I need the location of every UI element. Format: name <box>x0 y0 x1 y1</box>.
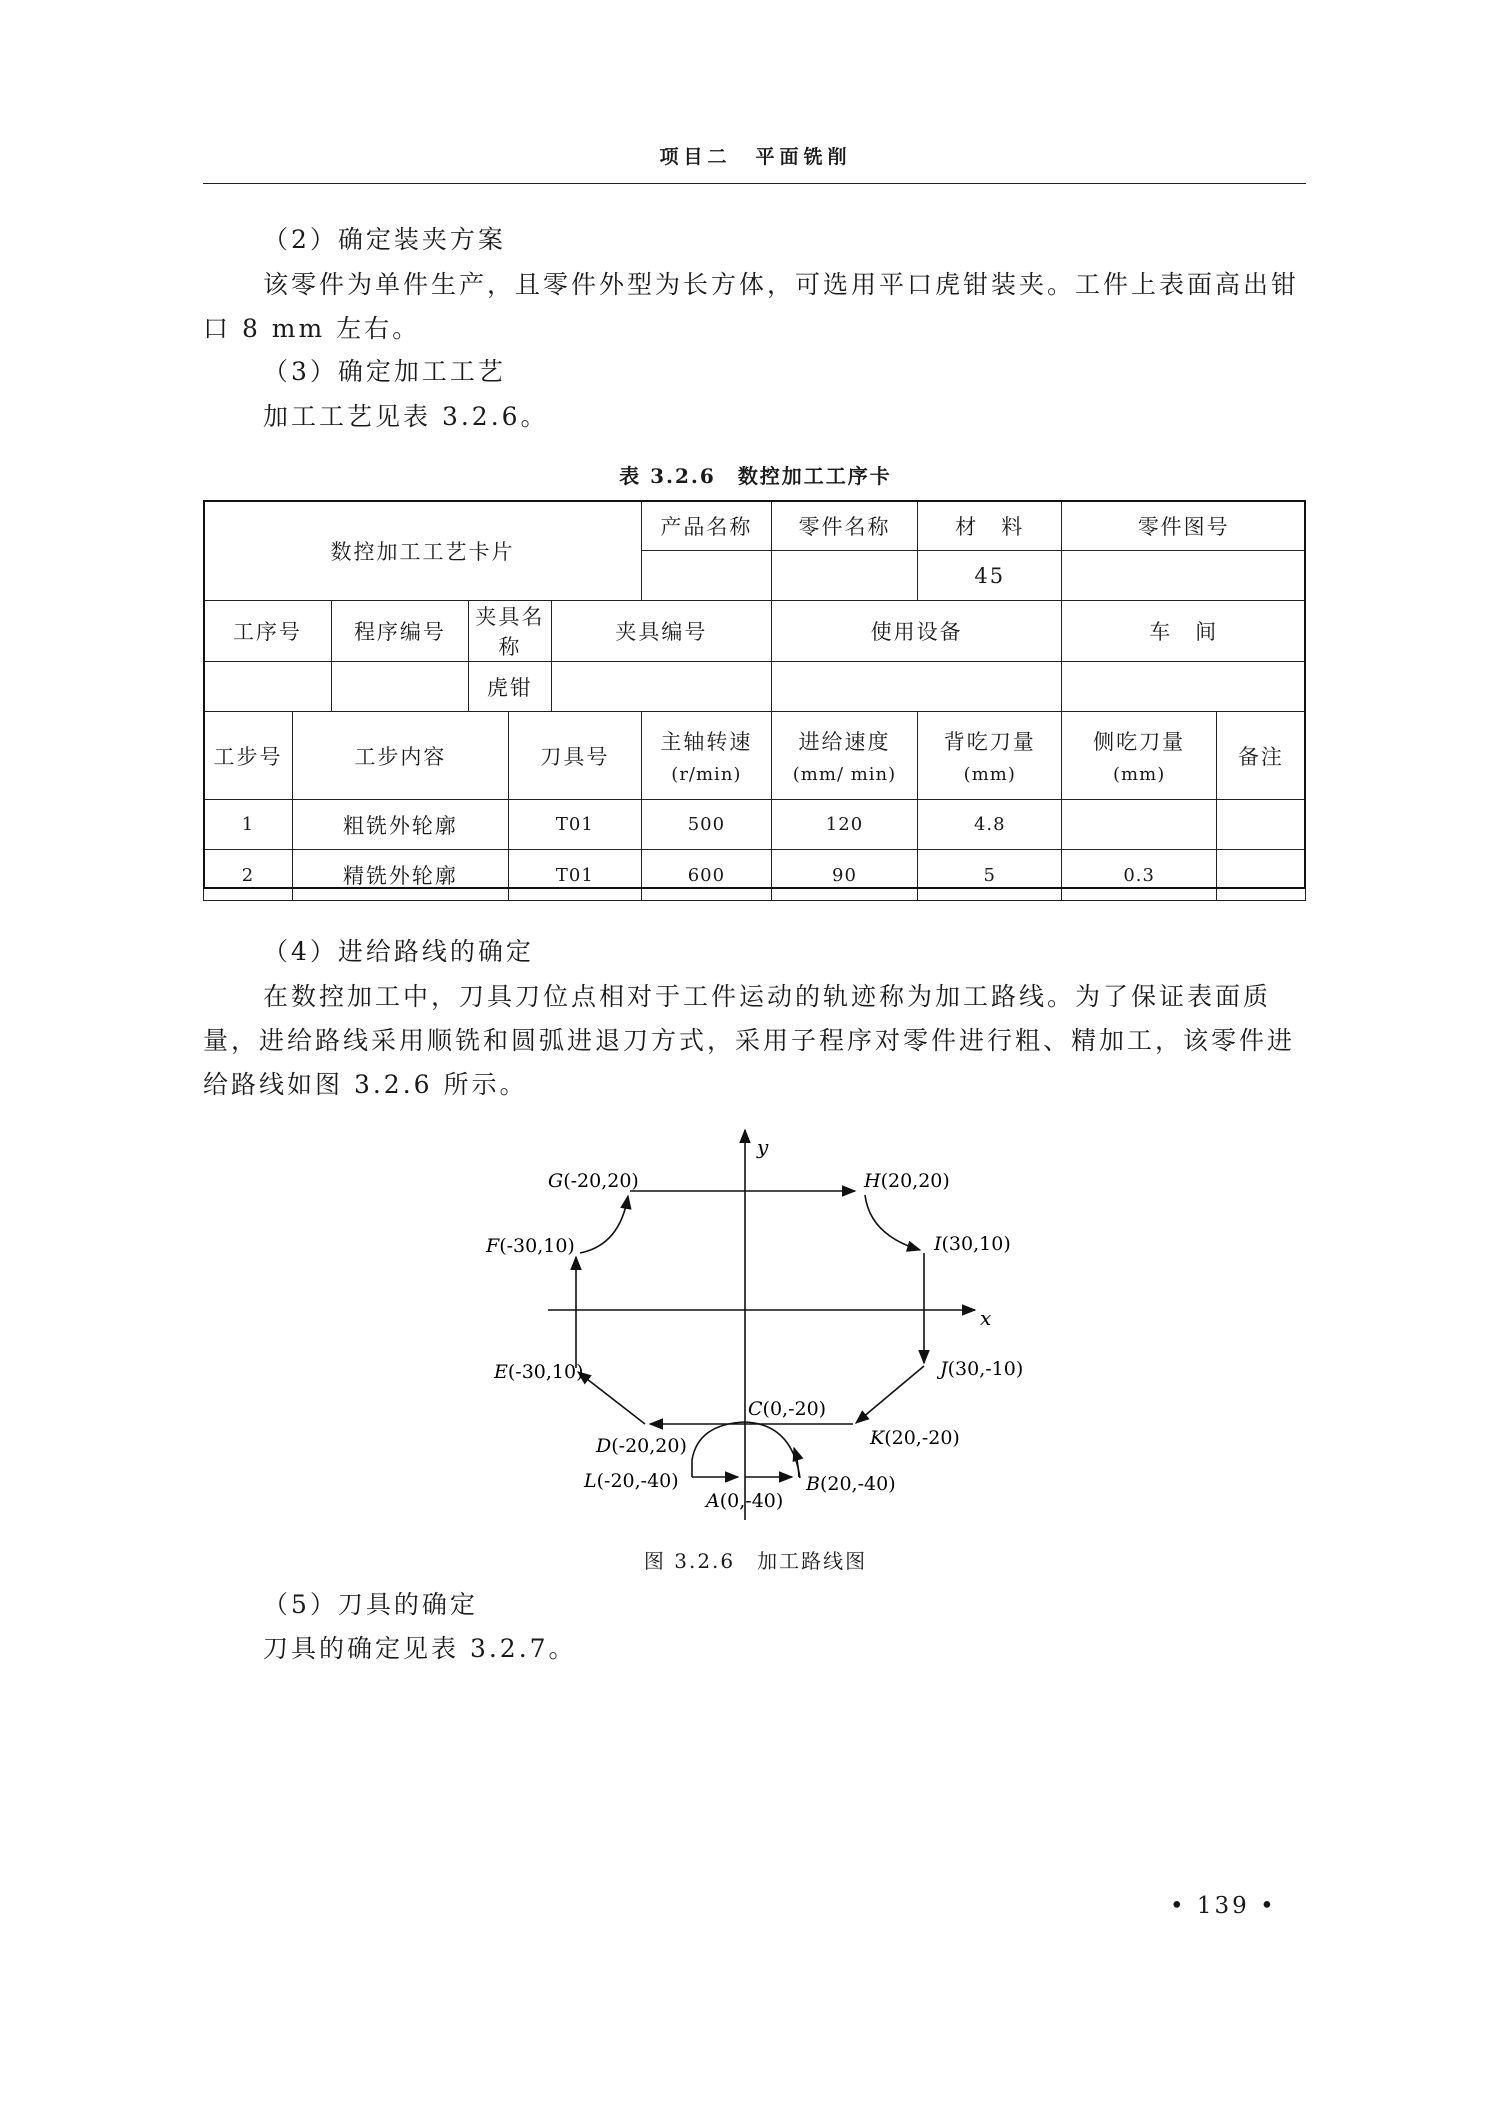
point-label-l: L(-20,-40) <box>584 1470 679 1492</box>
row1-tool: T01 <box>508 800 641 850</box>
header-step-content: 工步内容 <box>293 712 509 800</box>
x-axis-label: x <box>980 1306 992 1330</box>
header-drawing-no: 零件图号 <box>1062 501 1306 551</box>
header-rule <box>203 183 1306 184</box>
card-title: 数控加工工艺卡片 <box>204 501 642 601</box>
header-spindle-speed <box>641 712 771 800</box>
value-process-no <box>204 662 332 712</box>
row1-spindle: 500 <box>641 800 771 850</box>
side-label: 侧吃刀量 <box>1093 730 1186 754</box>
row1-content: 粗铣外轮廓 <box>293 800 509 850</box>
row2-remark <box>1216 850 1305 901</box>
table-row <box>204 800 1306 850</box>
machining-path-diagram <box>480 1120 1040 1540</box>
figure-caption: 图 3.2.6 加工路线图 <box>643 1549 868 1573</box>
section-2-body: 该零件为单件生产，且零件外型为长方体，可选用平口虎钳装夹。工件上表面高出钳口 8 mm 左右。 <box>203 270 1300 343</box>
header-tool-no: 刀具号 <box>508 712 641 800</box>
header-feed-rate <box>771 712 917 800</box>
section-5-body: 刀具的确定见表 3.2.7。 <box>263 1634 577 1663</box>
point-label-f: F(-30,10) <box>486 1235 575 1257</box>
point-label-j: J(30,-10) <box>940 1358 1024 1380</box>
header-product-name: 产品名称 <box>641 501 771 551</box>
section-3-body: 加工工艺见表 3.2.6。 <box>263 402 549 431</box>
section-5-heading: （5）刀具的确定 <box>263 1590 478 1619</box>
feed-unit: (mm/ min) <box>792 764 897 785</box>
point-label-i: I(30,10) <box>934 1233 1011 1255</box>
spindle-unit: (r/min) <box>671 764 742 785</box>
row2-depth: 5 <box>918 850 1062 901</box>
header-process-no: 工序号 <box>204 601 332 662</box>
point-label-d: D(-20,20) <box>596 1435 687 1457</box>
path-arc-fg <box>580 1196 628 1253</box>
section-4-heading: （4）进给路线的确定 <box>263 937 534 966</box>
path-arc-hi <box>865 1195 920 1250</box>
value-program-no <box>331 662 468 712</box>
point-label-e: E(-30,10) <box>494 1361 584 1383</box>
header-step-no: 工步号 <box>204 712 293 800</box>
point-label-g: G(-20,20) <box>548 1170 639 1192</box>
point-label-h: H(20,20) <box>864 1170 950 1192</box>
header-depth-of-cut <box>918 712 1062 800</box>
path-segment-de <box>578 1372 645 1424</box>
depth-unit: (mm) <box>963 764 1016 785</box>
row1-step: 1 <box>204 800 293 850</box>
header-side-cut <box>1062 712 1216 800</box>
value-fixture-name: 虎钳 <box>468 662 551 712</box>
header-workshop: 车 间 <box>1062 601 1306 662</box>
row2-side: 0.3 <box>1062 850 1216 901</box>
row2-spindle: 600 <box>641 850 771 901</box>
y-axis-label: y <box>757 1135 769 1159</box>
value-workshop <box>1062 662 1306 712</box>
section-4-body: 在数控加工中，刀具刀位点相对于工件运动的轨迹称为加工路线。为了保证表面质量，进给路线采用顺铣和圆弧进退刀方式，采用子程序对零件进行粗、精加工，该零件进给路线如图 3.2.6 所示。 <box>203 982 1296 1099</box>
table-caption-number: 表 3.2.6 <box>619 464 716 488</box>
point-label-k: K(20,-20) <box>870 1427 960 1449</box>
row2-feed: 90 <box>771 850 917 901</box>
value-material: 45 <box>918 551 1062 601</box>
header-program-no: 程序编号 <box>331 601 468 662</box>
page-number: • 139 • <box>1170 1893 1277 1919</box>
spindle-label: 主轴转速 <box>660 730 753 754</box>
header-equipment: 使用设备 <box>771 601 1062 662</box>
section-3-heading: （3）确定加工工艺 <box>263 357 506 386</box>
row1-remark <box>1216 800 1305 850</box>
value-part-name <box>771 551 917 601</box>
row1-depth: 4.8 <box>918 800 1062 850</box>
value-equipment <box>771 662 1062 712</box>
path-arc-bcl <box>692 1422 800 1478</box>
table-caption <box>0 460 1511 489</box>
point-label-b: B(20,-40) <box>806 1473 896 1495</box>
header-remark: 备注 <box>1216 712 1305 800</box>
value-product-name <box>641 551 771 601</box>
header-fixture-no: 夹具编号 <box>551 601 771 662</box>
side-unit: (mm) <box>1113 764 1166 785</box>
process-card-table <box>203 500 1306 901</box>
header-material: 材 料 <box>918 501 1062 551</box>
row2-tool: T01 <box>508 850 641 901</box>
header-fixture-name: 夹具名称 <box>468 601 551 662</box>
value-fixture-no <box>551 662 771 712</box>
running-header: 项目二 平面铣削 <box>659 146 852 168</box>
row2-content: 精铣外轮廓 <box>293 850 509 901</box>
depth-label: 背吃刀量 <box>943 730 1036 754</box>
point-label-c: C(0,-20) <box>748 1398 827 1420</box>
header-part-name: 零件名称 <box>771 501 917 551</box>
value-drawing-no <box>1062 551 1306 601</box>
row1-feed: 120 <box>771 800 917 850</box>
section-2-heading: （2）确定装夹方案 <box>263 225 506 254</box>
table-caption-title: 数控加工工序卡 <box>737 464 892 488</box>
feed-label: 进给速度 <box>798 730 891 754</box>
row1-side <box>1062 800 1216 850</box>
path-segment-jk <box>856 1366 924 1423</box>
table-row <box>204 850 1306 901</box>
row2-step: 2 <box>204 850 293 901</box>
point-label-a: A(0,-40) <box>706 1490 784 1512</box>
